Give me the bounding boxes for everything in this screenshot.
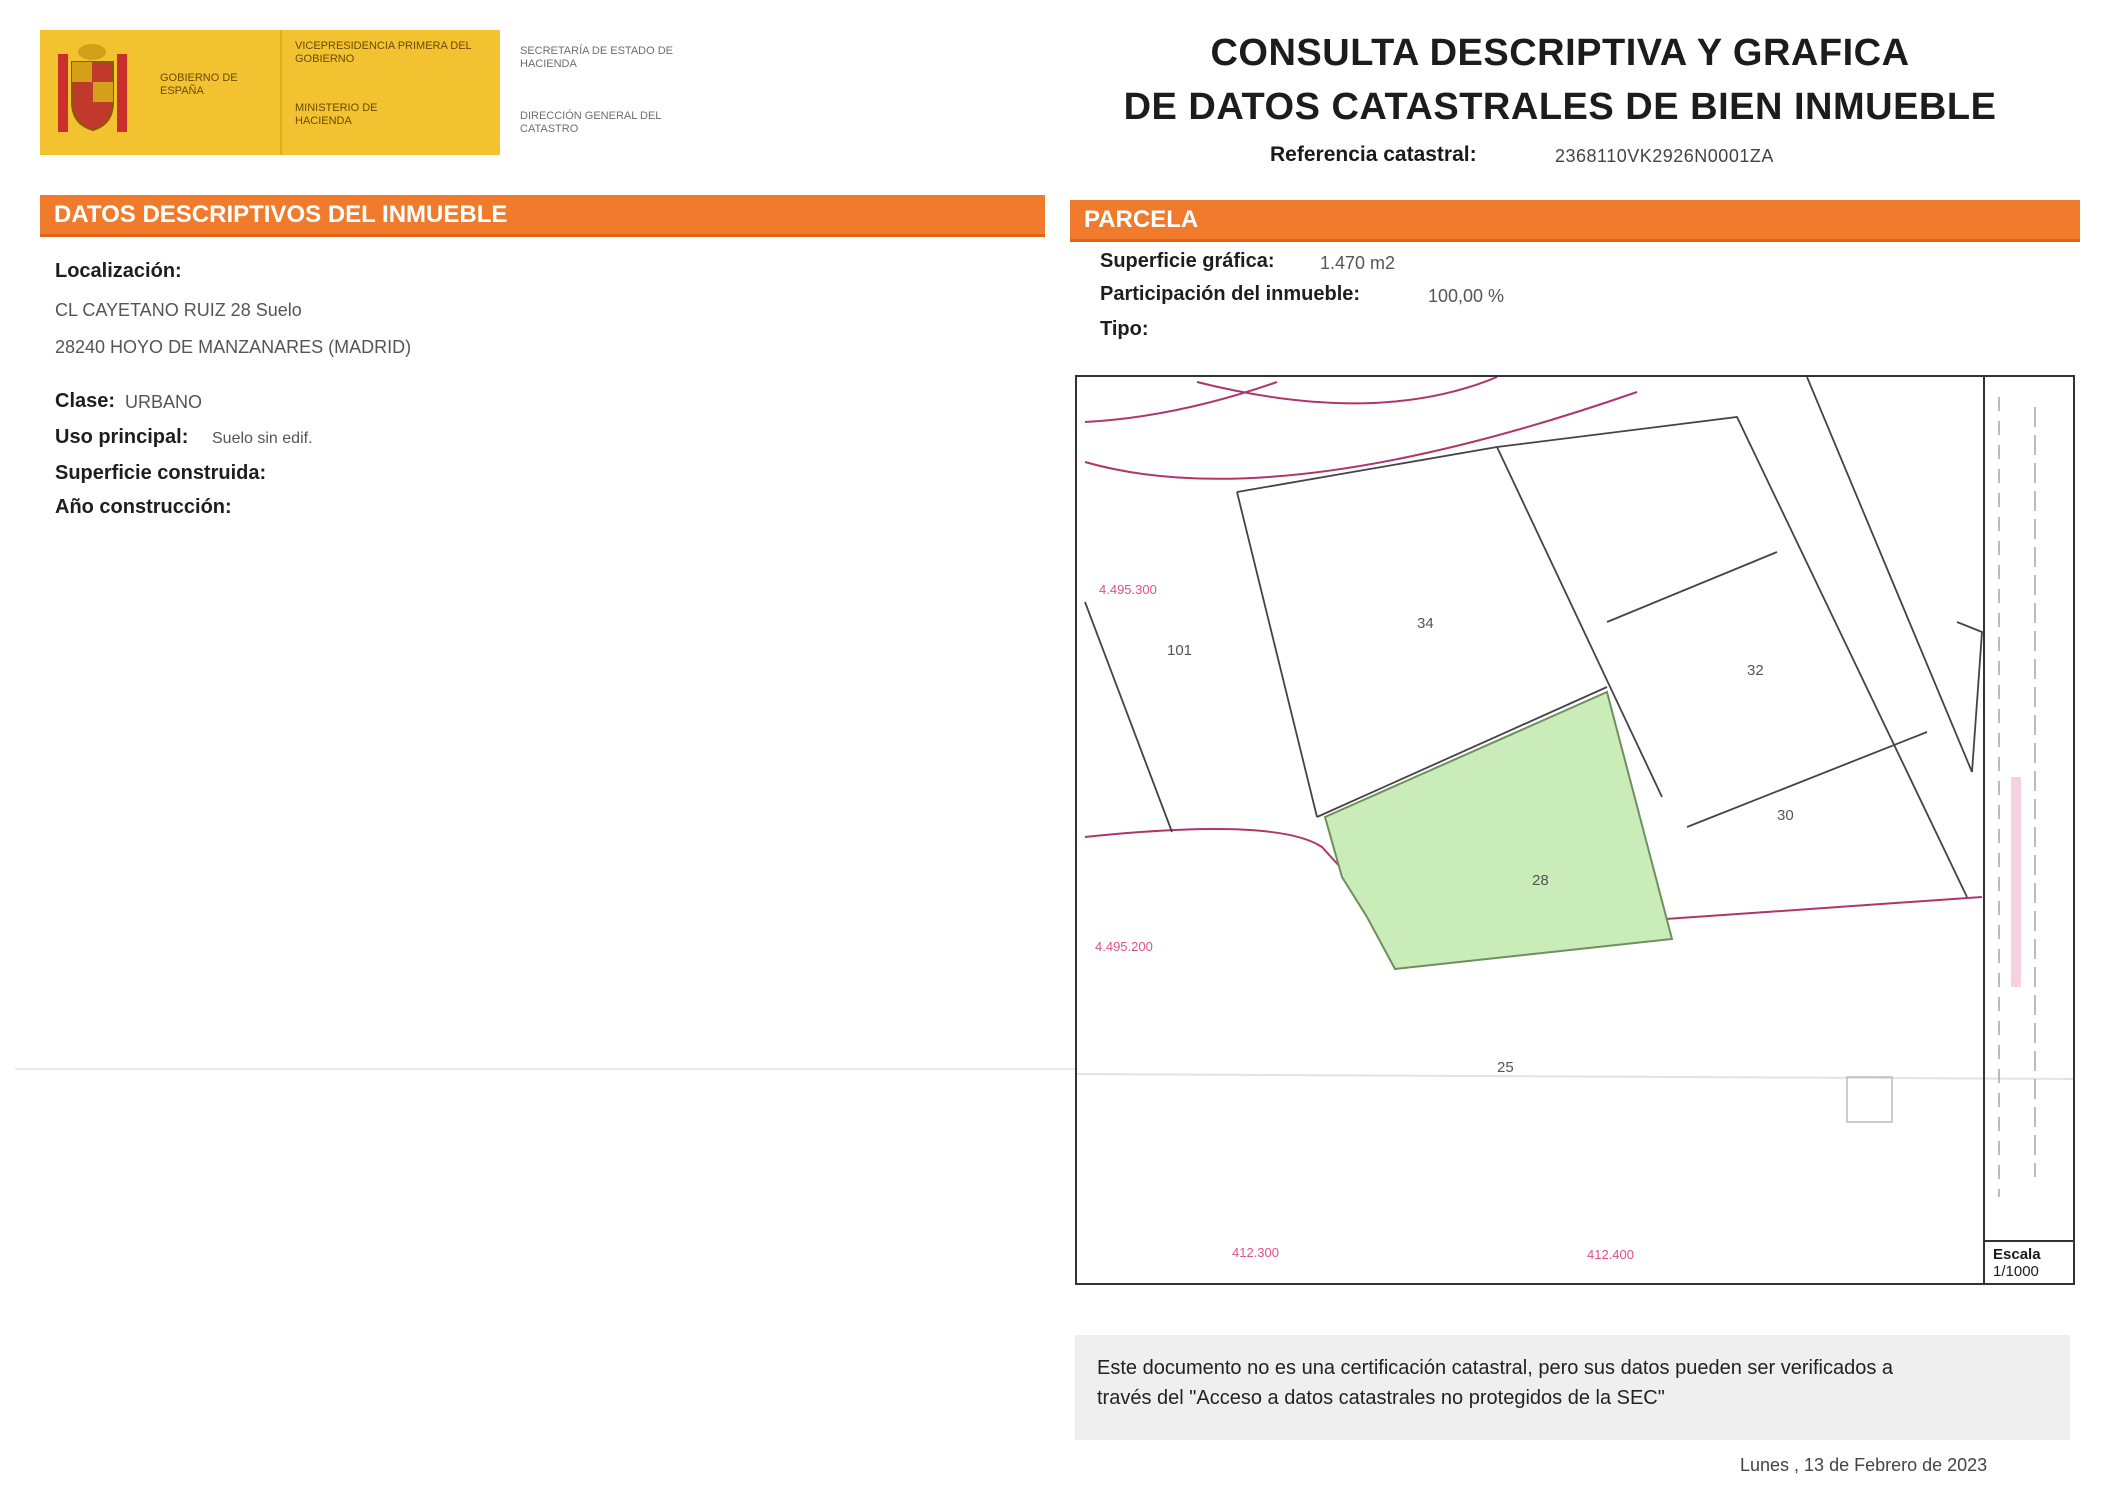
footer-date: Lunes , 13 de Febrero de 2023 bbox=[1740, 1455, 1988, 1475]
title-line-1: CONSULTA DESCRIPTIVA Y GRAFICA bbox=[1210, 32, 1910, 74]
anio-construccion-label: Año construcción: bbox=[55, 496, 232, 518]
coord-x-left: 412.300 bbox=[1232, 1245, 1279, 1260]
government-logo bbox=[40, 30, 500, 155]
scan-artifact-line bbox=[15, 1068, 1075, 1070]
highlighted-parcel bbox=[1325, 692, 1672, 969]
map-drawing bbox=[1077, 377, 2073, 1283]
clase-label: Clase: bbox=[55, 390, 116, 412]
uso-principal-value: Suelo sin edif. bbox=[212, 430, 313, 447]
participacion-value: 100,00 % bbox=[1428, 286, 1505, 306]
logo-vicepresidencia-text: VICEPRESIDENCIA PRIMERA DEL GOBIERNO bbox=[295, 40, 472, 65]
scale-label: Escala bbox=[1993, 1246, 2041, 1263]
coord-y-bottom: 4.495.200 bbox=[1095, 939, 1153, 954]
parcel-number-32: 32 bbox=[1747, 662, 1764, 679]
ref-catastral-value: 2368110VK2926N0001ZA bbox=[1555, 146, 1774, 166]
parcel-number-34: 34 bbox=[1417, 615, 1434, 632]
coord-y-top: 4.495.300 bbox=[1099, 582, 1157, 597]
superficie-grafica-value: 1.470 m2 bbox=[1320, 253, 1396, 273]
disclaimer-line-1: Este documento no es una certificación catastral, pero sus datos pueden ser verificados a bbox=[1097, 1357, 1894, 1379]
address-line-2: 28240 HOYO DE MANZANARES (MADRID) bbox=[55, 337, 412, 357]
parcela-header: PARCELA bbox=[1070, 200, 2080, 242]
parcel-number-101: 101 bbox=[1167, 642, 1193, 659]
document-title bbox=[1040, 26, 2080, 134]
title-line-2: DE DATOS CATASTRALES DE BIEN INMUEBLE bbox=[1123, 86, 1997, 128]
map-scale-box bbox=[1983, 1240, 2073, 1283]
logo-gobierno-text: GOBIERNO DE ESPAÑA bbox=[160, 72, 238, 97]
map-symbol bbox=[1847, 1077, 1892, 1122]
disclaimer-box bbox=[1075, 1335, 2070, 1440]
legend-text-lines bbox=[1985, 377, 2073, 1237]
parcel-number-25: 25 bbox=[1497, 1059, 1514, 1076]
clase-value: URBANO bbox=[125, 392, 203, 412]
cadastral-map bbox=[1075, 375, 2075, 1285]
coat-of-arms-icon bbox=[50, 40, 135, 145]
direccion-text: DIRECCIÓN GENERAL DEL CATASTRO bbox=[520, 110, 661, 135]
secretaria-text: SECRETARÍA DE ESTADO DE HACIENDA bbox=[520, 45, 674, 70]
address-line-1: CL CAYETANO RUIZ 28 Suelo bbox=[55, 300, 302, 320]
ref-catastral-label: Referencia catastral: bbox=[1270, 143, 1477, 166]
parcel-number-28: 28 bbox=[1532, 872, 1549, 889]
coord-x-right: 412.400 bbox=[1587, 1247, 1634, 1262]
scale-value: 1/1000 bbox=[1993, 1263, 2039, 1280]
localizacion-label: Localización: bbox=[55, 260, 182, 282]
participacion-label: Participación del inmueble: bbox=[1100, 283, 1361, 305]
tipo-label: Tipo: bbox=[1100, 318, 1149, 340]
superficie-grafica-label: Superficie gráfica: bbox=[1100, 250, 1275, 272]
uso-principal-label: Uso principal: bbox=[55, 426, 189, 448]
logo-ministerio-text: MINISTERIO DE HACIENDA bbox=[295, 102, 378, 127]
parcel-number-30: 30 bbox=[1777, 807, 1794, 824]
superficie-construida-label: Superficie construida: bbox=[55, 462, 267, 484]
datos-descriptivos-header: DATOS DESCRIPTIVOS DEL INMUEBLE bbox=[40, 195, 1045, 237]
map-legend-strip bbox=[1983, 377, 2075, 1247]
disclaimer-line-2: través del "Acceso a datos catastrales no protegidos de la SEC" bbox=[1097, 1387, 1665, 1409]
